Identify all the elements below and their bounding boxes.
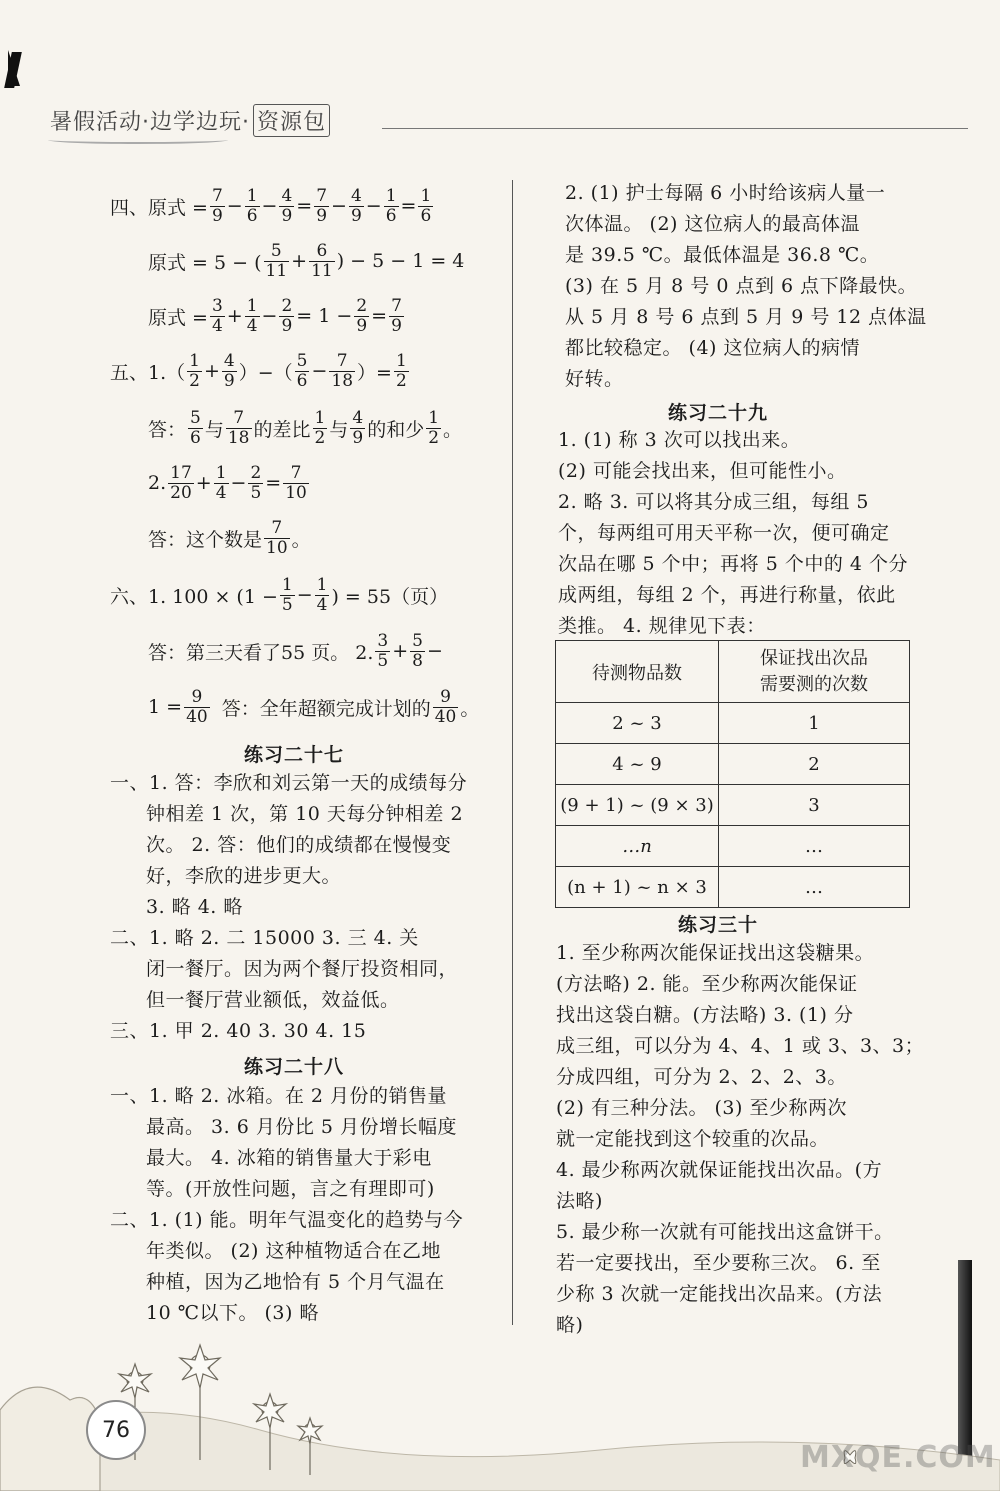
fraction: $\frac{7}{18}$ xyxy=(227,407,250,448)
fraction: $\frac{7}{9}$ xyxy=(316,185,328,226)
text-line: 从 5 月 8 号 6 点到 5 月 9 号 12 点体温 xyxy=(565,306,927,328)
fraction: $\frac{4}{9}$ xyxy=(223,350,235,391)
fraction: $\frac{1}{4}$ xyxy=(215,462,227,503)
fraction: $\frac{4}{9}$ xyxy=(281,185,293,226)
table-cell: … xyxy=(719,867,910,908)
text-line: 种植，因为乙地恰有 5 个月气温在 xyxy=(146,1271,445,1293)
text-line: (3) 在 5 月 8 号 0 点到 6 点下降最快。 xyxy=(565,275,918,297)
s4-row2: 原式 = 5 − ( $\frac{5}{11}$ + $\frac{6}{11}$ ) − 5 − 1 = 4 xyxy=(148,240,465,281)
table-cell: (n + 1) ~ n × 3 xyxy=(556,867,719,908)
text-line: 次。 2. 答：他们的成绩都在慢慢变 xyxy=(146,834,452,856)
fraction: $\frac{9}{40}$ xyxy=(434,686,457,727)
fraction: $\frac{7}{10}$ xyxy=(266,517,288,558)
header-title-main: 暑假活动·边学边玩· xyxy=(50,110,250,135)
expr-text: 五、1.（ xyxy=(110,361,186,384)
fraction: $\frac{7}{10}$ xyxy=(285,462,307,503)
text-line: 成三组，可以分为 4、4、1 或 3、3、3； xyxy=(556,1035,925,1057)
text-line: 闭一餐厅。因为两个餐厅投资相同， xyxy=(146,958,459,980)
text-line: (2) 可能会找出来，但可能性小。 xyxy=(558,460,847,482)
fraction: $\frac{5}{11}$ xyxy=(265,240,288,281)
text-line: 5. 最少称一次就有可能找出这盒饼干。 xyxy=(556,1221,894,1243)
fraction: $\frac{2}{9}$ xyxy=(281,295,293,336)
fraction: $\frac{1}{6}$ xyxy=(420,185,432,226)
text-line: 次品在哪 5 个中；再将 5 个中的 4 个分 xyxy=(558,553,909,575)
fraction: $\frac{7}{18}$ xyxy=(331,350,354,391)
table-row xyxy=(556,867,910,908)
text-line: 但一餐厅营业额低，效益低。 xyxy=(146,989,400,1011)
fraction: $\frac{6}{11}$ xyxy=(311,240,333,281)
expr-text: ）−（ xyxy=(238,361,293,384)
text-line: 3. 略 4. 略 xyxy=(146,896,243,918)
text-line: 法略) xyxy=(556,1190,603,1212)
text-line: 2. (1) 护士每隔 6 小时给该病人量一 xyxy=(565,182,886,204)
heading-exercise-28: 练习二十八 xyxy=(244,1056,345,1078)
fraction: $\frac{17}{20}$ xyxy=(170,462,192,503)
answer-text: 。 xyxy=(291,528,311,551)
text-line: 略) xyxy=(556,1314,584,1336)
table-cell: …n xyxy=(556,826,719,867)
table-header-row xyxy=(556,641,910,703)
header-rule xyxy=(382,128,968,129)
text-line: 二、1. (1) 能。明年气温变化的趋势与今 xyxy=(110,1209,464,1231)
expr-text: 1 = xyxy=(148,696,183,718)
fraction: $\frac{1}{6}$ xyxy=(385,185,397,226)
s4-label: 四、原式 = xyxy=(110,196,208,219)
text-line: (方法略) 2. 能。至少称两次能保证 xyxy=(556,973,858,995)
answer-text: 答：全年超额完成计划的 xyxy=(221,697,431,720)
fraction: $\frac{1}{4}$ xyxy=(316,574,328,615)
text-line: 年类似。 (2) 这种植物适合在乙地 xyxy=(146,1240,441,1262)
s5-row1: 五、1.（ $\frac{1}{2}$ + $\frac{4}{9}$ ）−（ $\frac{5}{6}$ − $\frac{7}{18}$ ）= $\frac{1}{2}$ xyxy=(110,350,407,391)
expr-text: 原式 = xyxy=(148,306,208,329)
s4-row3: 原式 = $\frac{3}{4}$ + $\frac{1}{4}$ − $\frac{2}{9}$ = 1 − $\frac{2}{9}$ = $\frac{7}{9}$ xyxy=(148,295,402,336)
fraction: $\frac{9}{40}$ xyxy=(186,686,208,727)
weighing-table xyxy=(555,640,910,908)
answer-text: 的和少 xyxy=(367,418,425,441)
answer-text: 。 xyxy=(460,697,480,720)
fraction: $\frac{5}{8}$ xyxy=(412,630,423,671)
text-line: 2. 略 3. 可以将其分成三组，每组 5 xyxy=(558,491,870,513)
answer-text: 答：这个数是 xyxy=(148,528,263,551)
column-divider xyxy=(512,180,513,1325)
expr-text: 原式 = 5 − ( xyxy=(148,251,262,274)
table-row xyxy=(556,703,910,744)
s6-row2 xyxy=(148,684,479,730)
s6-answer1: 答：第三天看了55 页。 2. $\frac{3}{5}$ + $\frac{5}{8}$ − xyxy=(148,630,443,671)
table-row xyxy=(556,785,910,826)
table-cell: … xyxy=(719,826,910,867)
header-line: 保证找出次品 xyxy=(760,647,868,669)
table-cell: 4 ~ 9 xyxy=(556,744,719,785)
answer-text: 与 xyxy=(204,418,224,441)
fraction: $\frac{1}{4}$ xyxy=(246,295,258,336)
text-line: 1. 至少称两次能保证找出这袋糖果。 xyxy=(556,942,875,964)
table-row xyxy=(556,826,910,867)
text-line: 少称 3 次就一定能找出次品来。(方法 xyxy=(556,1283,883,1305)
table-row xyxy=(556,744,910,785)
expr-text: ) = 55（页） xyxy=(331,585,449,608)
expr-text: ）= xyxy=(357,361,392,384)
table-header-cell xyxy=(719,641,910,703)
text-line: 三、1. 甲 2. 40 3. 30 4. 15 xyxy=(110,1020,367,1042)
fraction: $\frac{1}{6}$ xyxy=(246,185,258,226)
fraction: $\frac{5}{6}$ xyxy=(190,407,201,448)
text-line: 二、1. 略 2. 二 15000 3. 三 4. 关 xyxy=(110,927,419,949)
heading-exercise-29: 练习二十九 xyxy=(668,402,769,424)
bush-shape xyxy=(0,1387,100,1491)
text-line: 一、1. 略 2. 冰箱。在 2 月份的销售量 xyxy=(110,1085,448,1107)
fraction: $\frac{1}{5}$ xyxy=(281,574,293,615)
fraction: $\frac{7}{9}$ xyxy=(391,295,402,336)
answer-text: 与 xyxy=(329,418,349,441)
expr-text: − xyxy=(426,640,443,662)
table-cell: 2 xyxy=(719,744,910,785)
table-cell: 3 xyxy=(719,785,910,826)
text-line: 若一定要找出，至少要称三次。 6. 至 xyxy=(556,1252,881,1274)
watermark: MXQE.COM xyxy=(800,1440,996,1475)
text-line: 最高。 3. 6 月份比 5 月份增长幅度 xyxy=(146,1116,458,1138)
text-line: 都比较稳定。 (4) 这位病人的病情 xyxy=(565,337,860,359)
fraction: $\frac{4}{9}$ xyxy=(352,407,364,448)
answer-text: 答：第三天看了55 页。 2. xyxy=(148,641,374,664)
table-header-cell: 待测物品数 xyxy=(556,641,719,703)
heading-exercise-30: 练习三十 xyxy=(678,914,759,936)
header-swoosh xyxy=(48,136,228,144)
fraction: $\frac{1}{2}$ xyxy=(395,350,407,391)
text-line: 最大。 4. 冰箱的销售量大于彩电 xyxy=(146,1147,432,1169)
header-title xyxy=(50,104,330,137)
s5-answer2 xyxy=(148,515,311,561)
answer-text: 答： xyxy=(148,418,187,441)
table-cell: 1 xyxy=(719,703,910,744)
fraction: $\frac{2}{9}$ xyxy=(356,295,368,336)
s6-row1: 六、1. 100 × (1 − $\frac{1}{5}$ − $\frac{1}{4}$ ) = 55（页） xyxy=(110,574,449,615)
fraction: $\frac{1}{2}$ xyxy=(189,350,200,391)
expr-text: = 1 − xyxy=(296,305,353,327)
fraction: $\frac{3}{4}$ xyxy=(211,295,223,336)
text-line: 是 39.5 ℃。最低体温是 36.8 ℃。 xyxy=(565,244,880,266)
text-line: 好转。 xyxy=(565,368,624,390)
s4-row1: 四、原式 = $\frac{7}{9}$ − $\frac{1}{6}$ − $\frac{4}{9}$ = $\frac{7}{9}$ − $\frac{4}{9}$ − $\frac{1}{6}$ = $\frac{1}{6}$ xyxy=(110,185,432,226)
fraction: $\frac{7}{9}$ xyxy=(211,185,223,226)
s5-row2: 2. $\frac{17}{20}$ + $\frac{1}{4}$ − $\frac{2}{5}$ = $\frac{7}{10}$ xyxy=(148,462,307,503)
text-line: 找出这袋白糖。(方法略) 3. (1) 分 xyxy=(556,1004,854,1026)
page-number: 76 xyxy=(86,1400,146,1460)
answer-text: 。 xyxy=(443,418,463,441)
text-line: 10 ℃以下。 (3) 略 xyxy=(146,1302,319,1324)
fraction: $\frac{5}{6}$ xyxy=(296,350,308,391)
text-line: 钟相差 1 次，第 10 天每分钟相差 2 xyxy=(146,803,464,825)
text-line: 个，每两组可用天平称一次，便可确定 xyxy=(558,522,890,544)
table-cell: (9 + 1) ~ (9 × 3) xyxy=(556,785,719,826)
fraction: $\frac{1}{2}$ xyxy=(314,407,326,448)
table-cell: 2 ~ 3 xyxy=(556,703,719,744)
answer-text: 的差比 xyxy=(253,418,311,441)
fraction: $\frac{2}{5}$ xyxy=(250,462,262,503)
header-line: 需要测的次数 xyxy=(760,673,868,695)
text-line: (2) 有三种分法。 (3) 至少称两次 xyxy=(556,1097,847,1119)
text-line: 等。(开放性问题，言之有理即可) xyxy=(146,1178,435,1200)
s5-answer1 xyxy=(148,405,462,451)
expr-text: 2. xyxy=(148,472,167,494)
text-line: 4. 最少称两次就保证能找出次品。(方 xyxy=(556,1159,883,1181)
fraction: $\frac{1}{2}$ xyxy=(428,407,440,448)
heading-exercise-27: 练习二十七 xyxy=(244,744,345,766)
text-line: 1. (1) 称 3 次可以找出来。 xyxy=(558,429,801,451)
text-line: 类推。 4. 规律见下表： xyxy=(558,615,766,637)
text-line: 成两组，每组 2 个，再进行称量，依此 xyxy=(558,584,896,606)
text-line: 一、1. 答：李欣和刘云第一天的成绩每分 xyxy=(110,772,468,794)
text-line: 就一定能找到这个较重的次品。 xyxy=(556,1128,830,1150)
text-line: 次体温。 (2) 这位病人的最高体温 xyxy=(565,213,860,235)
fraction: $\frac{3}{5}$ xyxy=(377,630,389,671)
expr-text: 六、1. 100 × (1 − xyxy=(110,585,278,608)
expr-text: ) − 5 − 1 = 4 xyxy=(336,250,465,272)
text-line: 分成四组，可分为 2、2、2、3。 xyxy=(556,1066,847,1088)
fraction: $\frac{4}{9}$ xyxy=(350,185,362,226)
text-line: 好，李欣的进步更大。 xyxy=(146,865,342,887)
header-title-box: 资源包 xyxy=(253,104,330,137)
